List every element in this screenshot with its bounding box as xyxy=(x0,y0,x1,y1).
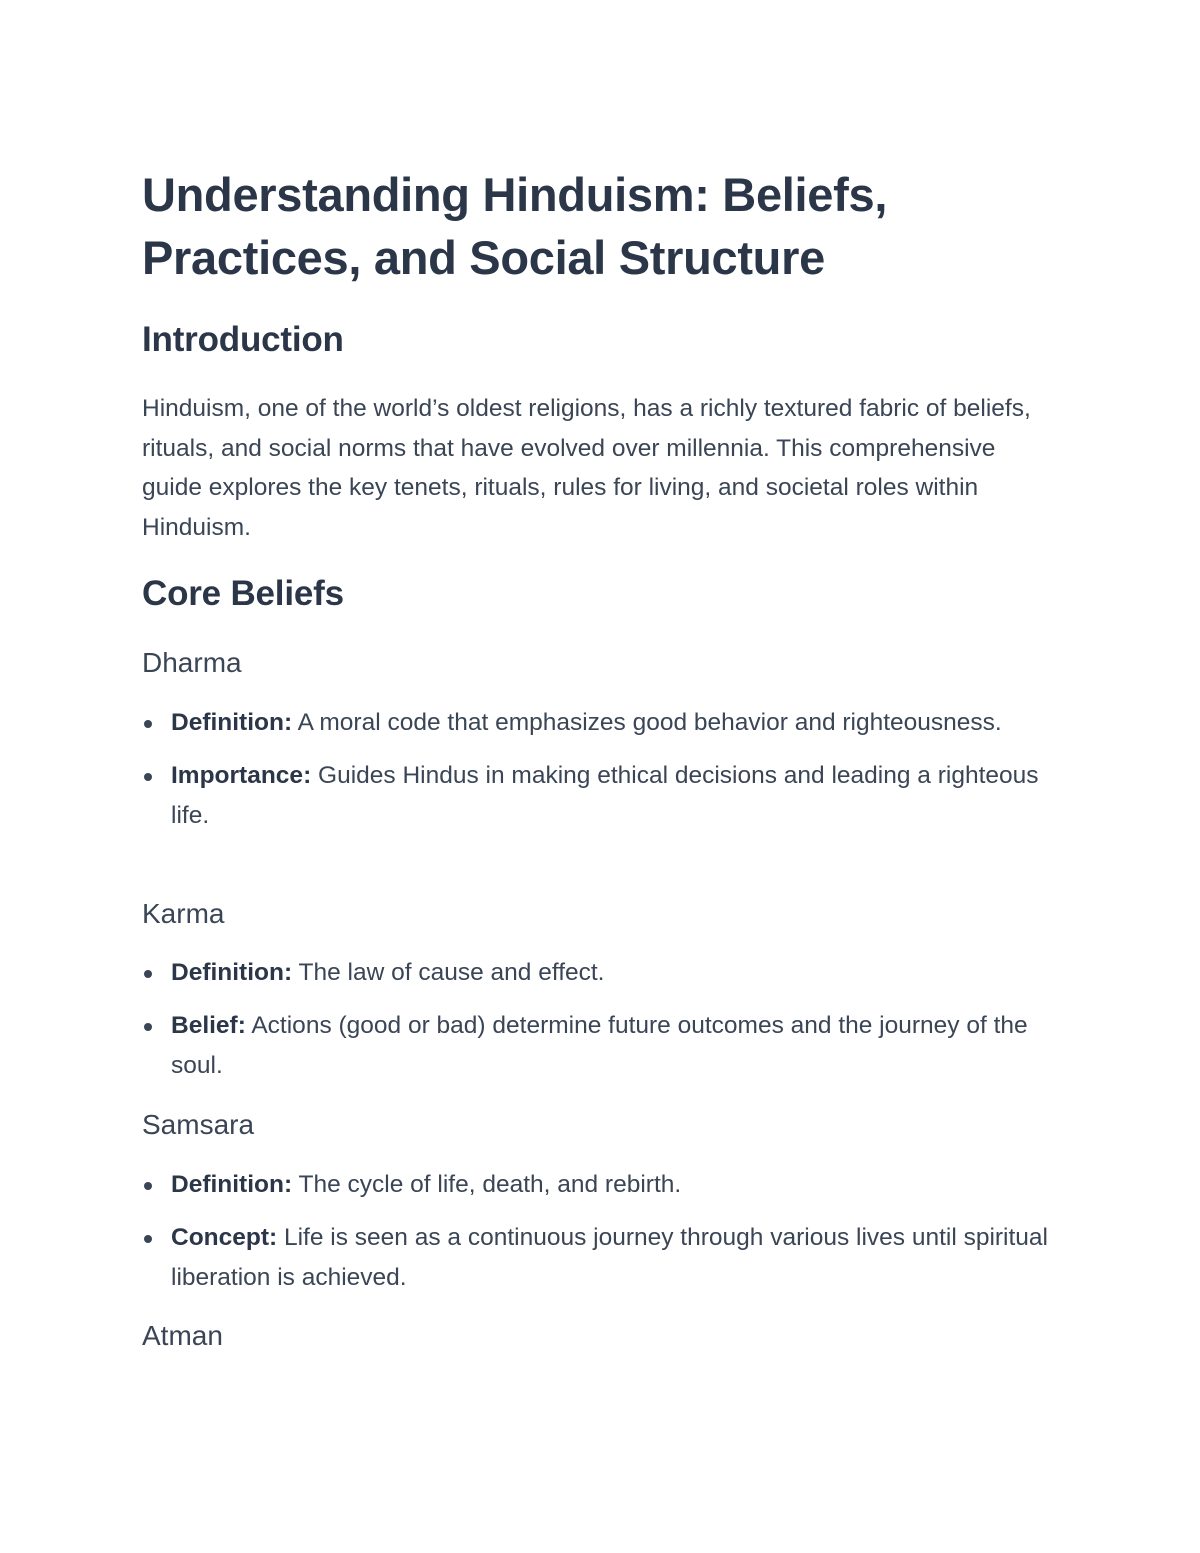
section-heading-samsara: Samsara xyxy=(142,1109,255,1140)
introduction-heading: Introduction xyxy=(142,320,344,359)
list-item-term: Definition xyxy=(171,1171,284,1198)
list-item-term: Importance xyxy=(171,761,304,789)
bullet-icon xyxy=(144,970,152,978)
list-item-text: The law of cause and effect. xyxy=(292,959,605,986)
bullet-icon xyxy=(144,773,152,781)
list-item xyxy=(142,1165,1062,1206)
samsara-list xyxy=(142,1165,1062,1311)
bullet-icon xyxy=(144,720,152,728)
list-item-term: Definition xyxy=(171,709,284,736)
list-item-separator: : xyxy=(283,709,293,736)
list-item xyxy=(142,703,1062,744)
list-item-text: A moral code that emphasizes good behavior and righteousness. xyxy=(292,709,1002,736)
list-item-text: Guides Hindus in making ethical decisions and leading a righteous life. xyxy=(171,761,1039,829)
list-item-term: Definition xyxy=(171,959,284,986)
section-heading-atman: Atman xyxy=(142,1320,223,1351)
section-heading-karma: Karma xyxy=(142,898,225,929)
list-item-text: The cycle of life, death, and rebirth. xyxy=(292,1171,682,1198)
section-heading-dharma: Dharma xyxy=(142,647,242,678)
list-item-separator: : xyxy=(269,1223,278,1251)
list-item-term: Belief xyxy=(171,1011,238,1039)
dharma-list xyxy=(142,703,1062,849)
list-item-separator: : xyxy=(283,1171,293,1198)
list-item xyxy=(142,756,1062,837)
list-item-text: Actions (good or bad) determine future outcomes and the journey of the soul. xyxy=(171,1011,1028,1079)
list-item-text: Life is seen as a continuous journey through various lives until spiritual liberation is achieved. xyxy=(171,1223,1048,1291)
bullet-icon xyxy=(144,1023,152,1031)
karma-list xyxy=(142,953,1062,1099)
bullet-icon xyxy=(144,1235,152,1243)
list-item xyxy=(142,1006,1062,1087)
list-item xyxy=(142,1218,1062,1299)
list-item xyxy=(142,953,1062,994)
list-item-separator: : xyxy=(303,761,312,789)
list-item-separator: : xyxy=(283,959,293,986)
bullet-icon xyxy=(144,1182,152,1190)
list-item-separator: : xyxy=(237,1011,246,1039)
core-beliefs-heading: Core Beliefs xyxy=(142,574,344,613)
document-title: Understanding Hinduism: Beliefs, Practices, and Social Structure xyxy=(142,168,888,284)
introduction-paragraph: Hinduism, one of the world’s oldest religions, has a richly textured fabric of beliefs, rituals, and social norms that have evolved over millennia. This comprehensive guide explores the key tenets, rituals, rules for living, and societal roles within Hinduism. xyxy=(142,395,1031,541)
list-item-term: Concept xyxy=(171,1223,269,1251)
